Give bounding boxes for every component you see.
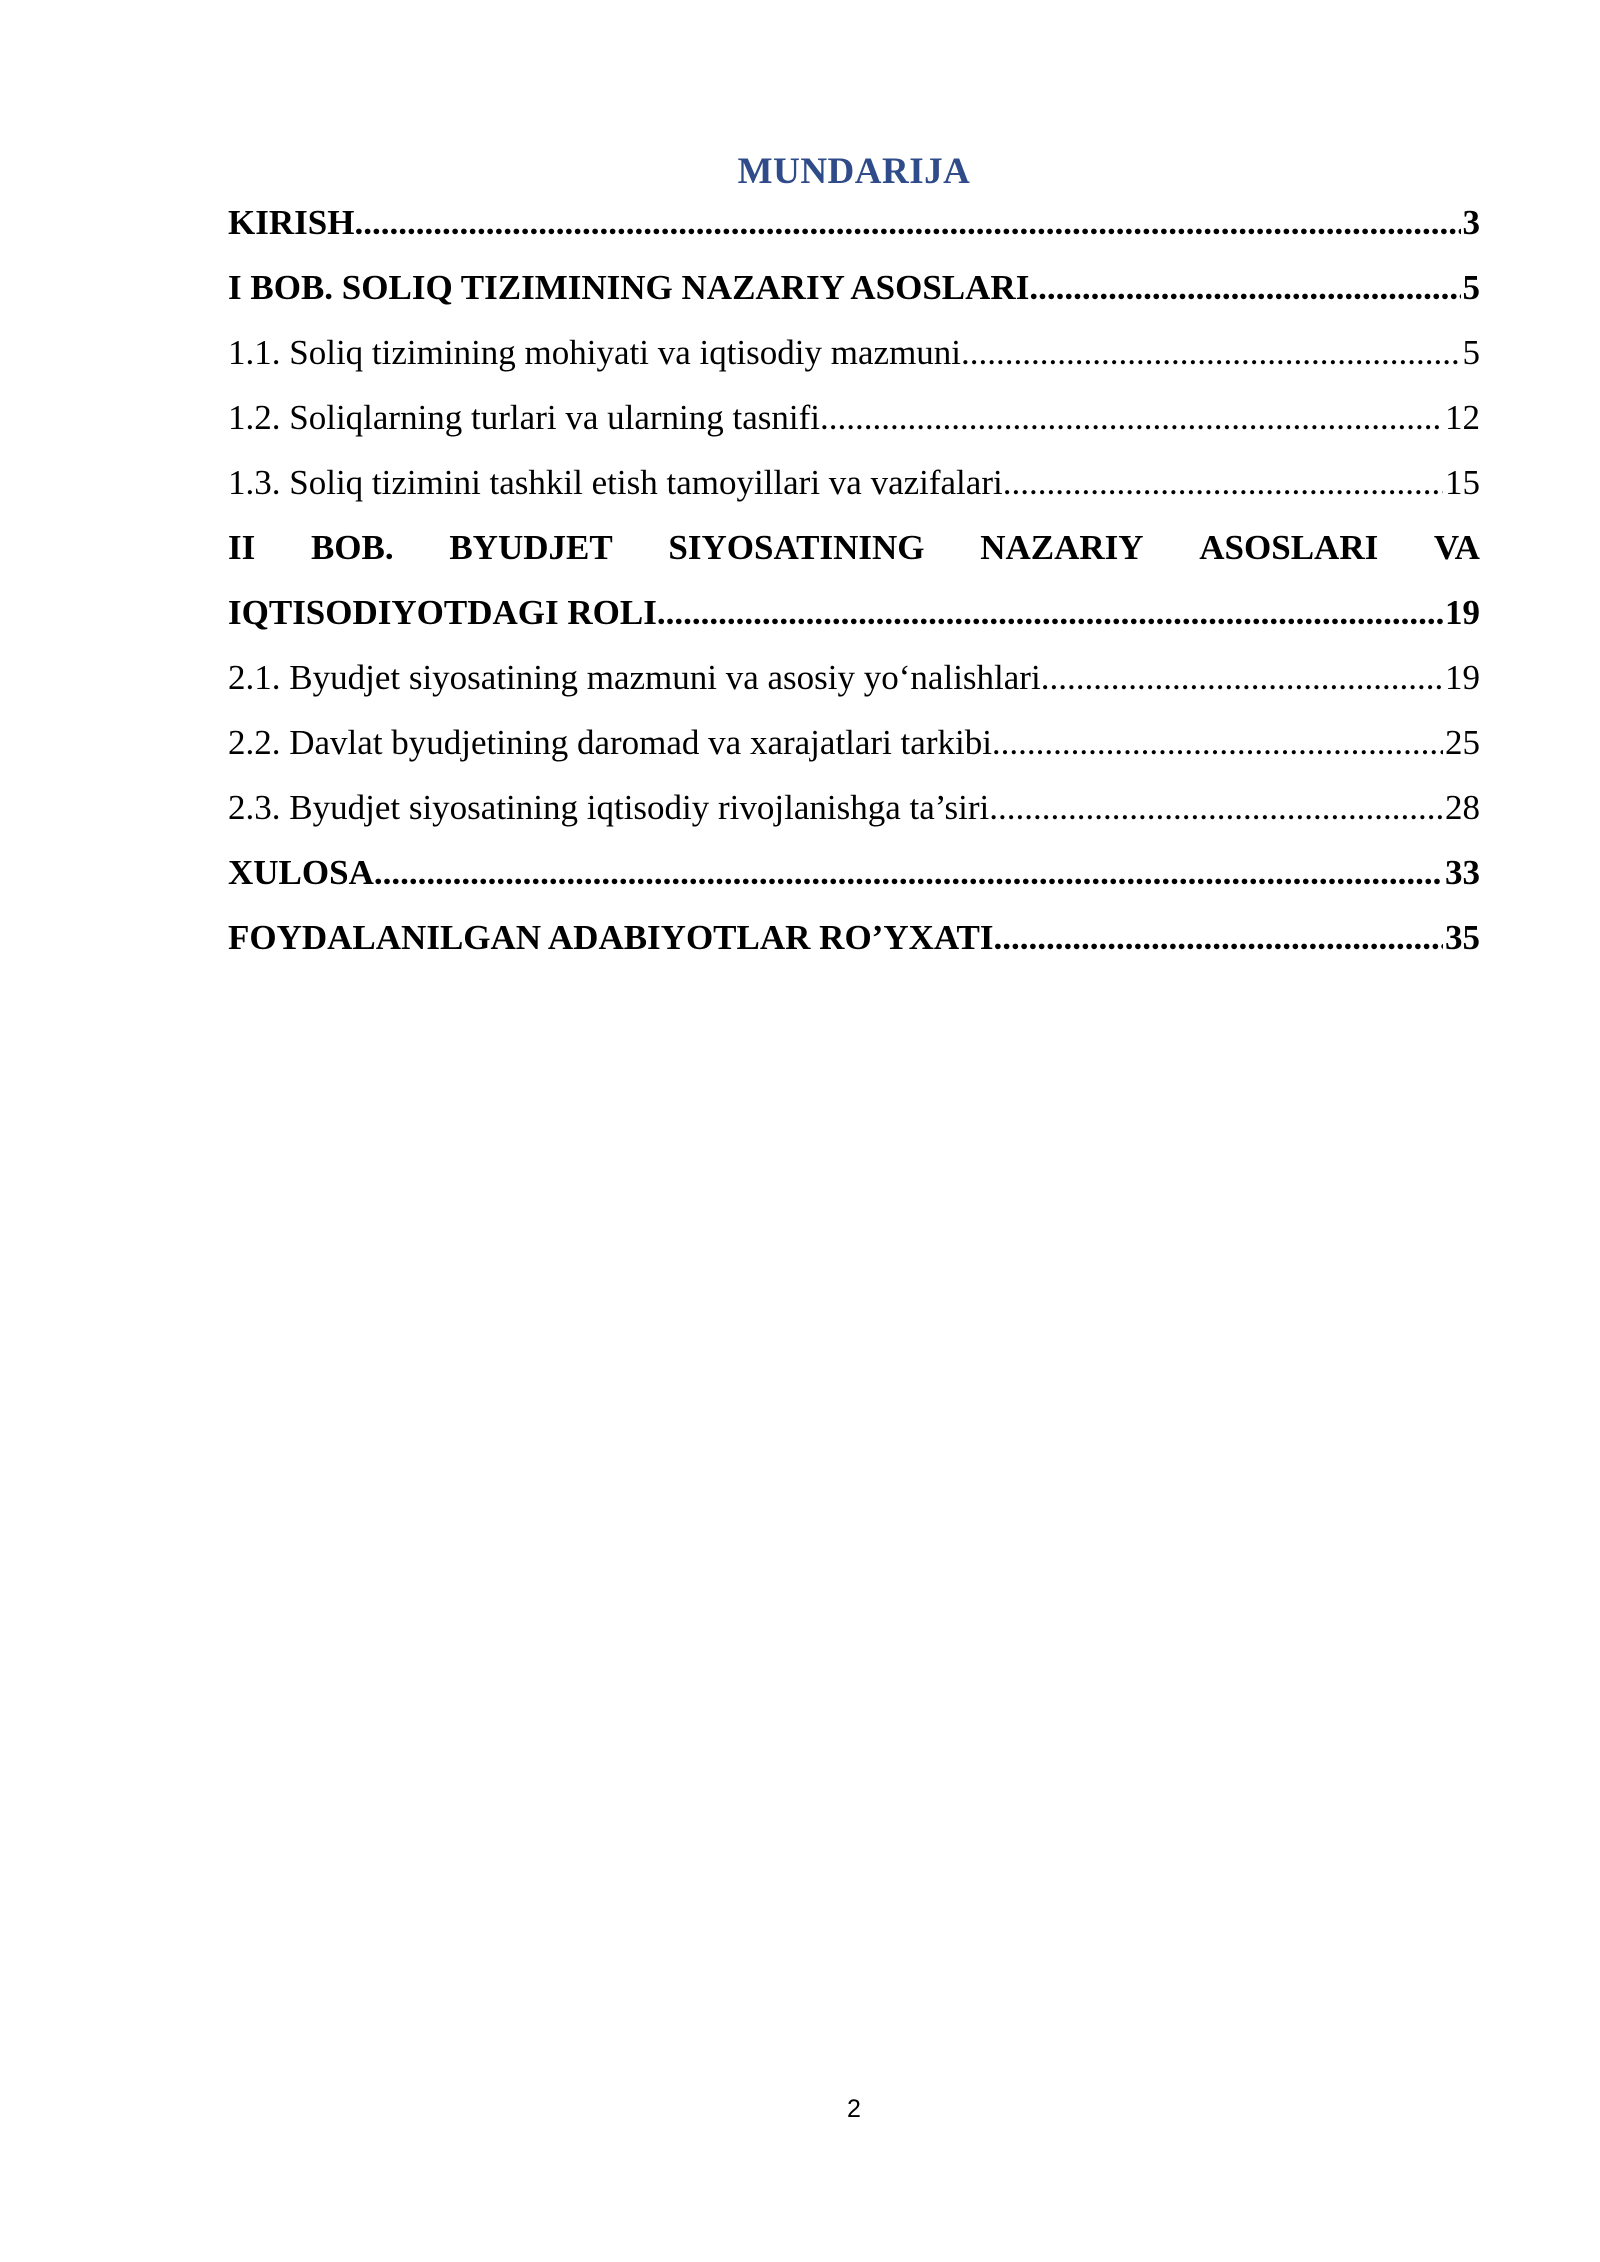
table-of-contents: [228, 190, 1480, 970]
toc-entry-kirish[interactable]: [228, 190, 1480, 255]
toc-entry-page: 28: [1445, 788, 1480, 827]
toc-entry-label: XULOSA: [228, 840, 374, 905]
toc-dot-leader: [1029, 255, 1460, 320]
toc-dot-leader: [992, 710, 1443, 775]
toc-entry-page: 5: [1462, 268, 1480, 307]
page-number: 2: [847, 2095, 861, 2123]
toc-entry-page: 25: [1445, 723, 1480, 762]
toc-entry-word: II: [228, 528, 256, 567]
toc-entry-label: 2.2. Davlat byudjetining daromad va xarajatlari tarkibi: [228, 710, 992, 775]
toc-entry-section-2-2[interactable]: [228, 710, 1480, 775]
toc-entry-word: NAZARIY: [980, 528, 1144, 567]
toc-entry-page: 33: [1445, 853, 1480, 892]
toc-entry-section-1-2[interactable]: [228, 385, 1480, 450]
toc-dot-leader: [354, 190, 1460, 255]
toc-dot-leader: [994, 905, 1443, 970]
toc-entry-page: 19: [1445, 658, 1480, 697]
toc-entry-page: 3: [1462, 203, 1480, 242]
toc-entry-word: BYUDJET: [449, 528, 613, 567]
toc-entry-label: 1.2. Soliqlarning turlari va ularning tasnifi: [228, 385, 820, 450]
toc-entry-word: BOB.: [310, 528, 394, 567]
toc-dot-leader: [961, 320, 1460, 385]
toc-entry-section-2-3[interactable]: [228, 775, 1480, 840]
toc-entry-word: ASOSLARI: [1199, 528, 1379, 567]
toc-entry-page: 35: [1445, 918, 1480, 957]
toc-entry-label: 2.3. Byudjet siyosatining iqtisodiy rivojlanishga ta’siri: [228, 775, 989, 840]
toc-entry-chapter-1[interactable]: [228, 255, 1480, 320]
toc-entry-word: SIYOSATINING: [668, 528, 925, 567]
toc-dot-leader: [1003, 450, 1443, 515]
toc-dot-leader: [820, 385, 1443, 450]
toc-entry-section-1-1[interactable]: [228, 320, 1480, 385]
toc-title: MUNDARIJA: [737, 151, 971, 192]
toc-entry-section-1-3[interactable]: [228, 450, 1480, 515]
toc-entry-label: 1.1. Soliq tizimining mohiyati va iqtisodiy mazmuni: [228, 320, 961, 385]
toc-entry-page: 5: [1462, 333, 1480, 372]
toc-entry-label: IQTISODIYOTDAGI ROLI: [228, 580, 657, 645]
toc-entry-word: VA: [1433, 528, 1480, 567]
toc-entry-xulosa[interactable]: [228, 840, 1480, 905]
toc-entry-page: 19: [1445, 593, 1480, 632]
toc-entry-page: 15: [1445, 463, 1480, 502]
toc-entry-chapter-2-line-1[interactable]: [228, 515, 1480, 580]
toc-entry-references[interactable]: [228, 905, 1480, 970]
toc-entry-label: 1.3. Soliq tizimini tashkil etish tamoyillari va vazifalari: [228, 450, 1003, 515]
toc-dot-leader: [657, 580, 1443, 645]
toc-dot-leader: [374, 840, 1443, 905]
toc-entry-section-2-1[interactable]: [228, 645, 1480, 710]
toc-entry-label: I BOB. SOLIQ TIZIMINING NAZARIY ASOSLARI: [228, 255, 1029, 320]
toc-entry-label: 2.1. Byudjet siyosatining mazmuni va asosiy yo‘nalishlari: [228, 645, 1041, 710]
toc-dot-leader: [1041, 645, 1443, 710]
toc-entry-label: KIRISH: [228, 190, 354, 255]
toc-dot-leader: [989, 775, 1443, 840]
toc-entry-label: FOYDALANILGAN ADABIYOTLAR RO’YXATI: [228, 905, 994, 970]
toc-entry-page: 12: [1445, 398, 1480, 437]
toc-entry-chapter-2-line-2[interactable]: [228, 580, 1480, 645]
